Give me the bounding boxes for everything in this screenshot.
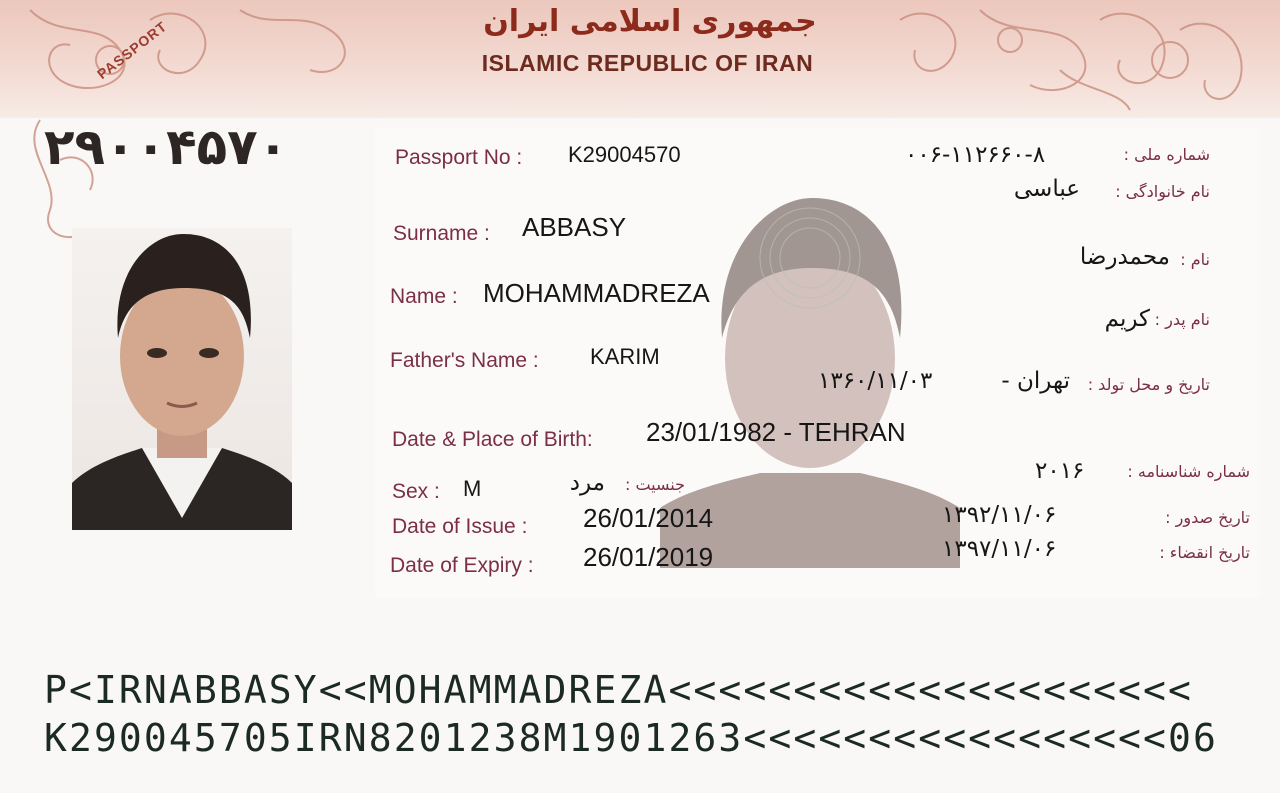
expiry-value: 26/01/2019 — [583, 542, 714, 572]
expiry-label-fa: تاریخ انقضاء : — [1159, 543, 1250, 562]
birth-date-value-fa: ۱۳۶۰/۱۱/۰۳ — [818, 368, 933, 394]
name-label: Name : — [390, 285, 458, 308]
national-id-label-fa: شماره ملی : — [1123, 145, 1210, 164]
expiry-value-fa: ۱۳۹۷/۱۱/۰۶ — [942, 536, 1057, 562]
sex-label: Sex : — [392, 480, 440, 503]
passport-no-value: K29004570 — [568, 142, 681, 167]
passport-stamp: PASSPORT — [93, 17, 171, 83]
birth-label-fa: تاریخ و محل تولد : — [1087, 375, 1210, 394]
issue-value-fa: ۱۳۹۲/۱۱/۰۶ — [942, 502, 1057, 528]
birth-label: Date & Place of Birth: — [392, 428, 593, 451]
father-name-value-fa: کریم — [1104, 306, 1150, 332]
surname-value: ABBASY — [522, 212, 627, 242]
birth-value: 23/01/1982 - TEHRAN — [646, 417, 906, 447]
surname-label-fa: نام خانوادگی : — [1115, 182, 1210, 201]
sex-label-fa: جنسیت : — [624, 475, 685, 494]
portrait-illustration — [72, 228, 292, 530]
issue-label-fa: تاریخ صدور : — [1165, 508, 1250, 527]
holder-photo — [72, 228, 292, 530]
sex-value: M — [463, 476, 482, 501]
mrz-line-1: P<IRNABBASY<<MOHAMMADREZA<<<<<<<<<<<<<<<<<<<<< — [44, 668, 1193, 712]
id-no-value-fa: ۲۰۱۶ — [1035, 458, 1085, 484]
id-no-label-fa: شماره شناسنامه : — [1127, 462, 1250, 481]
passport-no-label: Passport No : — [395, 146, 523, 169]
issue-label: Date of Issue : — [392, 515, 528, 538]
surname-value-fa: عباسی — [1013, 176, 1080, 202]
national-id-value-fa: ۰۰۶-۱۱۲۶۶۰-۸ — [905, 142, 1046, 168]
name-label-fa: نام : — [1180, 250, 1210, 269]
birth-place-value-fa: تهران - — [1001, 368, 1070, 394]
surname-label: Surname : — [393, 222, 490, 245]
passport-number-large: ۲۹۰۰۴۵۷۰ — [44, 118, 289, 176]
name-value-fa: محمدرضا — [1079, 244, 1170, 270]
father-name-label: Father's Name : — [390, 349, 539, 372]
sex-value-fa: مرد — [569, 470, 605, 496]
father-name-label-fa: نام پدر : — [1154, 310, 1210, 329]
issue-value: 26/01/2014 — [583, 503, 714, 533]
name-value: MOHAMMADREZA — [483, 278, 710, 308]
mrz-line-2: K290045705IRN8201238M1901263<<<<<<<<<<<<<<<<<06 — [44, 716, 1218, 760]
country-title-en: ISLAMIC REPUBLIC OF IRAN — [481, 50, 814, 76]
expiry-label: Date of Expiry : — [390, 554, 534, 577]
country-title-fa: جمهوری اسلامی ایران — [483, 4, 817, 39]
father-name-value: KARIM — [590, 344, 660, 369]
